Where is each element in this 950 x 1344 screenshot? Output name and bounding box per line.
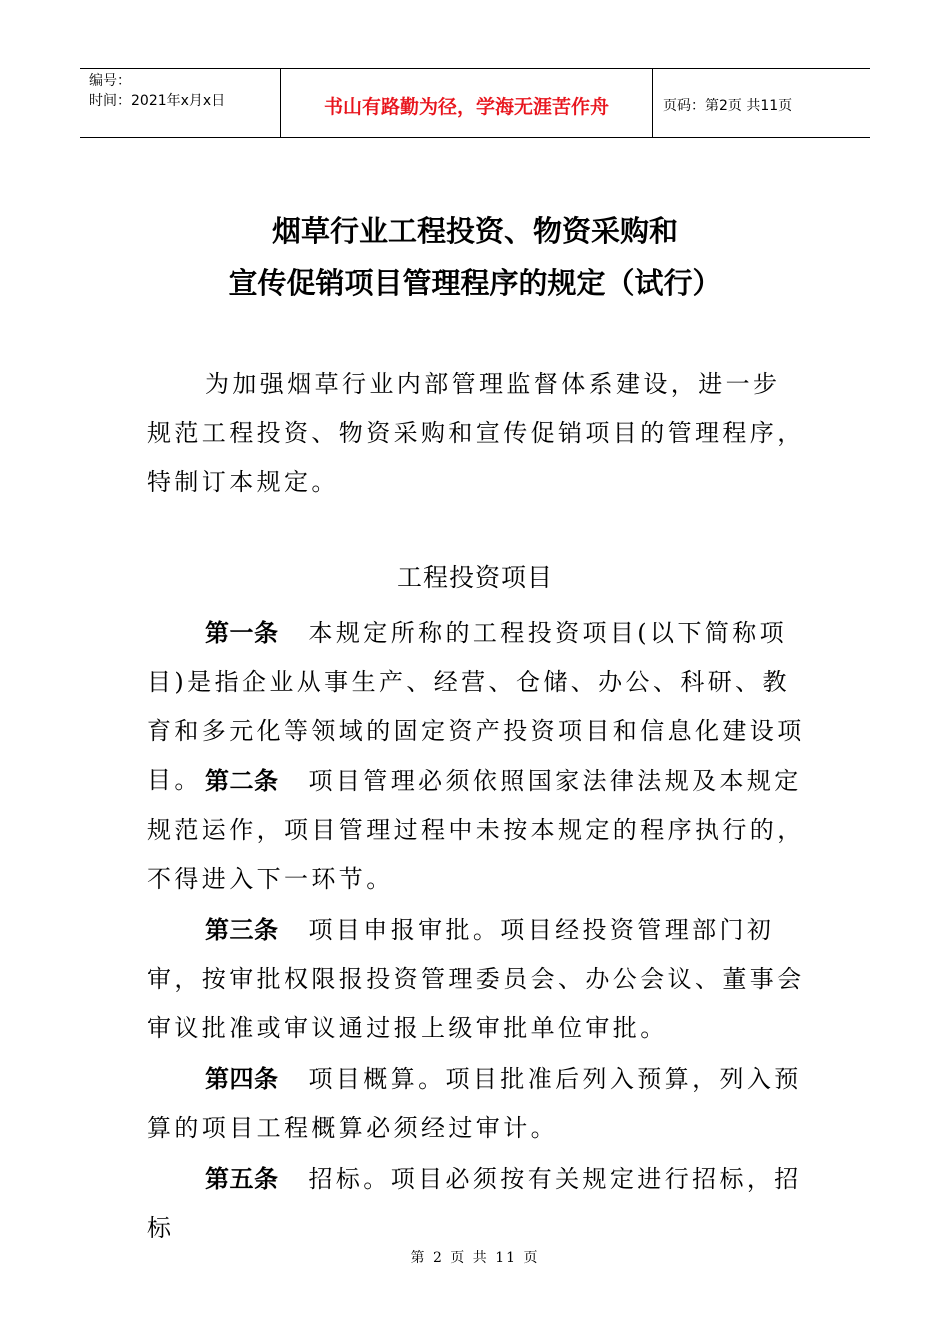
header-meta xyxy=(80,69,281,137)
header-motto: 书山有路勤为径，学海无涯苦作舟 xyxy=(281,69,653,137)
article-2 xyxy=(147,757,807,904)
article-5 xyxy=(147,1155,807,1253)
article-4 xyxy=(147,1055,807,1153)
article-4-head: 第四条 xyxy=(205,1065,279,1093)
time-label: 时间：2021年x月x日 xyxy=(89,93,226,109)
header-page-code: 页码：第2页 共11页 xyxy=(663,98,793,114)
article-3 xyxy=(147,906,807,1053)
article-3-head: 第三条 xyxy=(205,916,279,944)
number-label: 编号： xyxy=(89,73,131,89)
title-line-2: 宣传促销项目管理程序的规定（试行） xyxy=(228,266,722,300)
document-title xyxy=(0,205,950,309)
section-title: 工程投资项目 xyxy=(396,563,553,592)
article-4-text: 项目概算。项目批准后列入预算，列入预算的项目工程概算必须经过审计。 xyxy=(147,1065,802,1142)
article-5-head: 第五条 xyxy=(205,1165,279,1193)
page-footer: 第 2 页 共 11 页 xyxy=(410,1250,540,1266)
article-2-head: 第二条 xyxy=(205,767,279,795)
article-1-head: 第一条 xyxy=(205,619,279,647)
article-2-text: 项目管理必须依照国家法律法规及本规定规范运作，项目管理过程中未按本规定的程序执行的，不得进入下一环节。 xyxy=(147,767,805,893)
article-5-text: 招标。项目必须按有关规定进行招标，招标 xyxy=(147,1165,802,1242)
intro-paragraph: 为加强烟草行业内部管理监督体系建设，进一步规范工程投资、物资采购和宣传促销项目的管理程序，特制订本规定。 xyxy=(147,370,805,496)
article-3-text: 项目申报审批。项目经投资管理部门初审，按审批权限报投资管理委员会、办公会议、董事会审议批准或审议通过报上级审批单位审批。 xyxy=(147,916,805,1042)
article-1-text: 本规定所称的工程投资项目(以下简称项目)是指企业从事生产、经营、仓储、办公、科研、教育和多元化等领域的固定资产投资项目和信息化建设项目。 xyxy=(147,619,805,794)
page-header xyxy=(80,68,870,138)
title-line-1: 烟草行业工程投资、物资采购和 xyxy=(271,214,678,248)
